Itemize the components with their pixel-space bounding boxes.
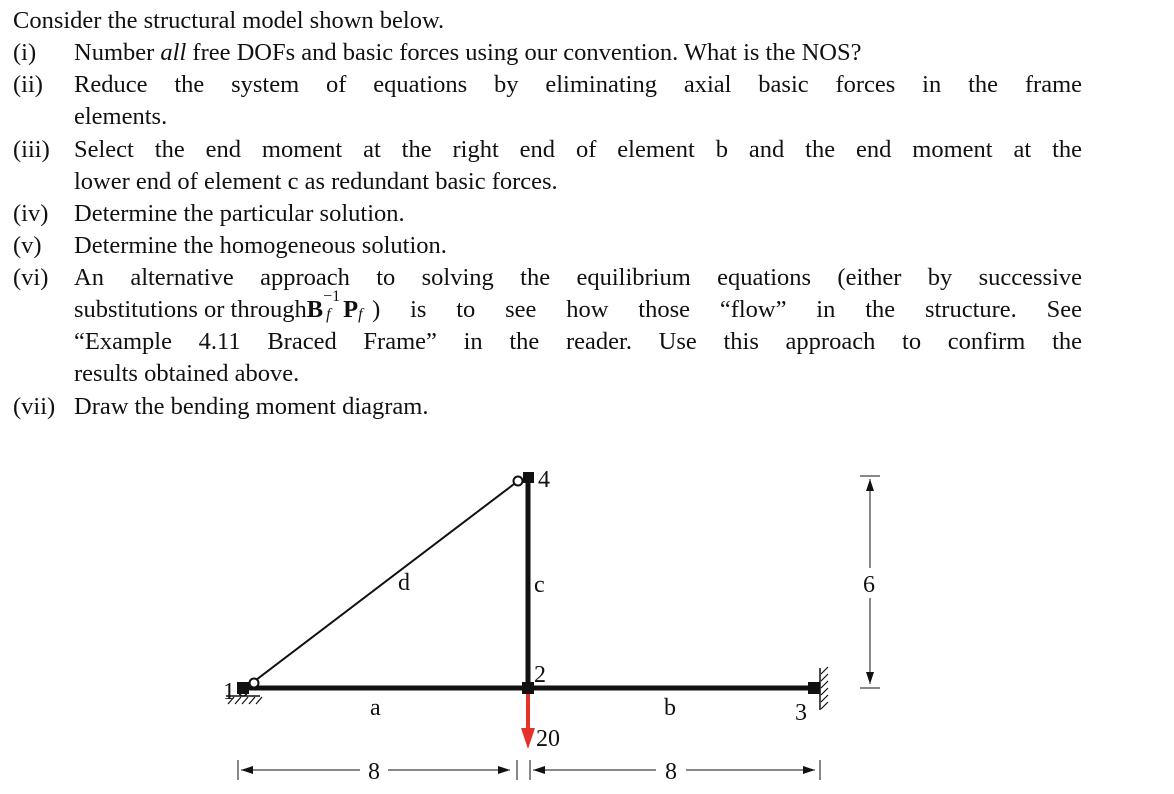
node-4-marker (523, 472, 534, 483)
intro-sentence: Consider the structural model shown below. (13, 7, 445, 34)
item-v-text: Determine the homogeneous solution. (74, 232, 447, 259)
node-label-2: 2 (534, 662, 546, 688)
item-number-vi: (vi) (13, 264, 49, 291)
inline-math: B −1 f P f (306, 288, 363, 323)
dimension-label-b: 8 (665, 759, 677, 785)
item-iii-line-2: lower end of element c as redundant basic forces. (74, 168, 558, 195)
item-number-v: (v) (13, 232, 42, 259)
element-label-d: d (398, 570, 410, 596)
item-vii-text: Draw the bending moment diagram. (74, 393, 429, 420)
item-vi-line-1: An alternative approach to solving the equilibrium equations (either by successive (74, 264, 1082, 291)
element-d-brace (252, 481, 518, 683)
dimension-label-a: 8 (368, 759, 380, 785)
item-number-vii: (vii) (13, 393, 56, 420)
node-label-4: 4 (538, 467, 550, 493)
point-load-arrow (521, 694, 535, 749)
node-3-marker (808, 682, 820, 694)
node-label-3: 3 (795, 700, 807, 726)
item-number-iii: (iii) (13, 136, 50, 163)
item-vi-line-4: results obtained above. (74, 360, 300, 387)
node-2-marker (522, 682, 534, 694)
item-vi-line-3: “Example 4.11 Braced Frame” in the reader. Use this approach to confirm the (74, 328, 1082, 355)
element-label-c: c (534, 572, 545, 598)
item-number-ii: (ii) (13, 71, 43, 98)
item-iii-line-1: Select the end moment at the right end of element b and the end moment at the (74, 136, 1082, 163)
node-1-hinge (250, 679, 259, 688)
fixed-support-node-3 (820, 667, 828, 710)
dimension-label-height: 6 (863, 572, 875, 598)
element-label-a: a (370, 695, 381, 721)
item-ii-line-2: elements. (74, 103, 168, 130)
load-value-label: 20 (536, 726, 560, 752)
node-1-marker (237, 682, 249, 694)
element-label-b: b (664, 695, 676, 721)
item-iv-text: Determine the particular solution. (74, 200, 405, 227)
node-4-hinge (514, 477, 523, 486)
item-number-iv: (iv) (13, 200, 49, 227)
item-i-text: Number all free DOFs and basic forces using our convention. What is the NOS? (74, 39, 862, 66)
item-ii-line-1: Reduce the system of equations by eliminating axial basic forces in the frame (74, 71, 1082, 98)
item-number-i: (i) (13, 39, 37, 66)
node-label-1: 1 (223, 679, 235, 705)
item-vi-line-2: substitutions or through B −1 f P f ) is to see how those “flow” in the structure. See (74, 288, 1082, 323)
